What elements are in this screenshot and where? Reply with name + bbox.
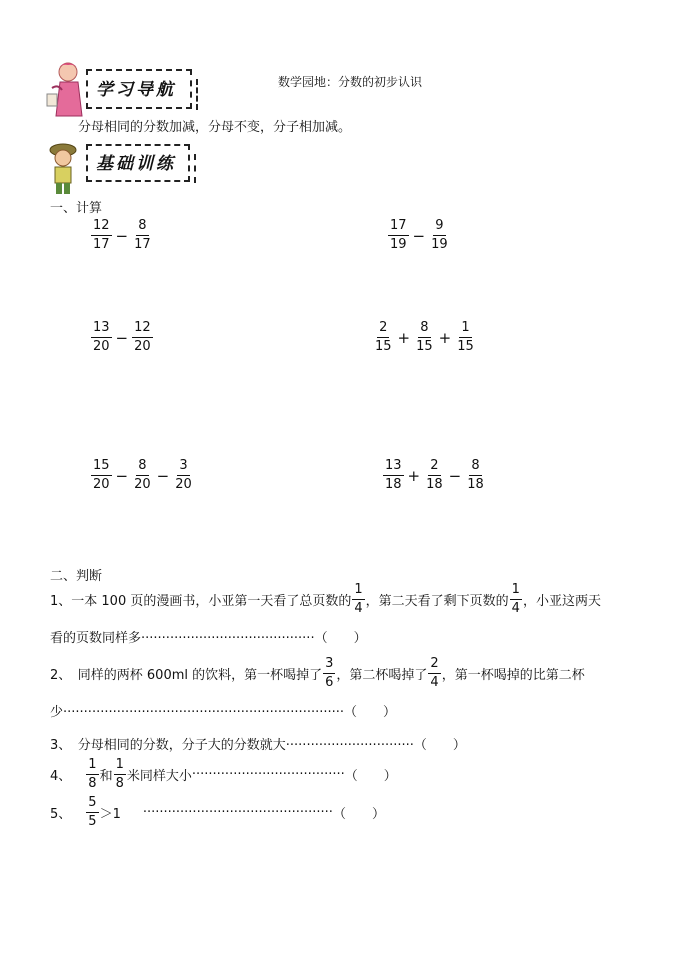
numerator: 8: [136, 218, 148, 236]
teacher-illustration: [44, 58, 86, 120]
calc-problem-6: [382, 458, 487, 493]
numerator: 8: [469, 458, 481, 476]
numerator: 15: [91, 458, 112, 476]
q3-answer-blank[interactable]: （ ）: [413, 738, 466, 753]
q4-fraction-1: $\frac{1}{8}$: [88, 757, 97, 791]
q4-dots: ·····································: [191, 767, 345, 782]
q4-answer-blank[interactable]: （ ）: [344, 769, 397, 784]
numerator: 2: [377, 320, 389, 338]
q2-answer-blank[interactable]: （ ）: [344, 705, 397, 720]
q5-label: 5、: [50, 807, 72, 822]
numerator: 2: [428, 458, 440, 476]
q1-fraction-2: $\frac{1}{4}$: [511, 582, 520, 616]
judge-question-3: 3、 分母相同的分数，分子大的分数就大·······························（ ）: [50, 734, 466, 753]
denominator: 19: [431, 237, 448, 252]
q4-label: 4、: [50, 769, 72, 784]
judge-question-4: [50, 757, 397, 792]
calc-problem-4: [372, 320, 477, 355]
calc-problem-3: [90, 320, 154, 355]
denominator: 20: [93, 339, 110, 354]
denominator: 20: [134, 339, 151, 354]
judge-question-5: [50, 795, 385, 830]
numerator: 12: [91, 218, 112, 236]
q1-text-c: ，小亚这两天: [522, 594, 601, 609]
q5-fraction: $\frac{5}{5}$: [88, 795, 97, 829]
q2-text-c: ，第一杯喝掉的比第二杯: [441, 668, 585, 683]
fraction: [424, 458, 445, 493]
q5-dots: ··············································: [142, 805, 333, 820]
calc-problem-2: [387, 218, 451, 253]
denominator: 17: [134, 237, 151, 252]
numerator: 9: [433, 218, 445, 236]
denominator: 18: [467, 477, 484, 492]
fraction: [132, 320, 153, 355]
denominator: 19: [390, 237, 407, 252]
q2-fraction-2: $\frac{2}{4}$: [430, 656, 439, 690]
judge-question-1: [50, 582, 601, 617]
intro-text: 分母相同的分数加减，分母不变，分子相加减。: [78, 120, 352, 135]
operator: −: [412, 226, 426, 245]
section1-heading: 一、计算: [50, 201, 103, 216]
denominator: 15: [416, 339, 433, 354]
operator: −: [115, 466, 129, 485]
fraction: [132, 218, 153, 253]
badge-learning-guide: 学习导航: [86, 69, 192, 109]
q1-dots: ··········································: [141, 631, 315, 646]
boy-illustration: [46, 140, 80, 196]
q5-answer-blank[interactable]: （ ）: [332, 807, 385, 822]
fraction: [91, 320, 112, 355]
q3-dots: ·······························: [285, 738, 414, 753]
section2-heading: 二、判断: [50, 569, 103, 584]
denominator: 20: [175, 477, 192, 492]
numerator: 1: [459, 320, 471, 338]
denominator: 20: [134, 477, 151, 492]
q4-text-mid: 和: [99, 769, 113, 784]
operator: −: [115, 226, 129, 245]
denominator: 15: [457, 339, 474, 354]
numerator: 8: [136, 458, 148, 476]
q2-text-b: ，第二杯喝掉了: [336, 668, 428, 683]
operator: −: [115, 328, 129, 347]
q5-text-b: ＞1: [99, 807, 121, 822]
judge-question-2: [50, 656, 585, 691]
numerator: 3: [177, 458, 189, 476]
numerator: 17: [388, 218, 409, 236]
denominator: 17: [93, 237, 110, 252]
fraction: [455, 320, 476, 355]
operator: +: [407, 466, 421, 485]
operator: +: [438, 328, 452, 347]
fraction: [414, 320, 435, 355]
fraction: [373, 320, 394, 355]
q2-text-a: 2、 同样的两杯 600ml 的饮料，第一杯喝掉了: [50, 668, 323, 683]
numerator: 12: [132, 320, 153, 338]
judge-question-1-line2: 看的页数同样多··········································（ ）: [50, 627, 367, 646]
denominator: 18: [426, 477, 443, 492]
fraction: [132, 458, 153, 493]
denominator: 18: [385, 477, 402, 492]
calc-problem-5: [90, 458, 195, 493]
fraction: [91, 458, 112, 493]
q2-fraction-1: $\frac{3}{6}$: [325, 656, 334, 690]
q4-text-b: 米同样大小: [126, 769, 192, 784]
fraction: [465, 458, 486, 493]
numerator: 13: [91, 320, 112, 338]
judge-question-2-line2: 少····································································（ ）: [50, 701, 396, 720]
page-title: 数学园地：分数的初步认识: [278, 75, 423, 89]
calc-problem-1: [90, 218, 154, 253]
q4-fraction-2: $\frac{1}{8}$: [115, 757, 124, 791]
denominator: 20: [93, 477, 110, 492]
fraction: [91, 218, 112, 253]
fraction: [383, 458, 404, 493]
q1-text-a: 1、一本 100 页的漫画书，小亚第一天看了总页数的: [50, 594, 352, 609]
numerator: 13: [383, 458, 404, 476]
fraction: [429, 218, 450, 253]
badge-basic-training: 基础训练: [86, 144, 190, 182]
q1-text-b: ，第二天看了剩下页数的: [365, 594, 509, 609]
q1-fraction-1: $\frac{1}{4}$: [354, 582, 363, 616]
q2-dots: ····································································: [63, 705, 345, 720]
fraction: [388, 218, 409, 253]
operator: +: [397, 328, 411, 347]
fraction: [173, 458, 194, 493]
operator: −: [448, 466, 462, 485]
operator: −: [156, 466, 170, 485]
q1-answer-blank[interactable]: （ ）: [314, 631, 367, 646]
denominator: 15: [375, 339, 392, 354]
numerator: 8: [418, 320, 430, 338]
